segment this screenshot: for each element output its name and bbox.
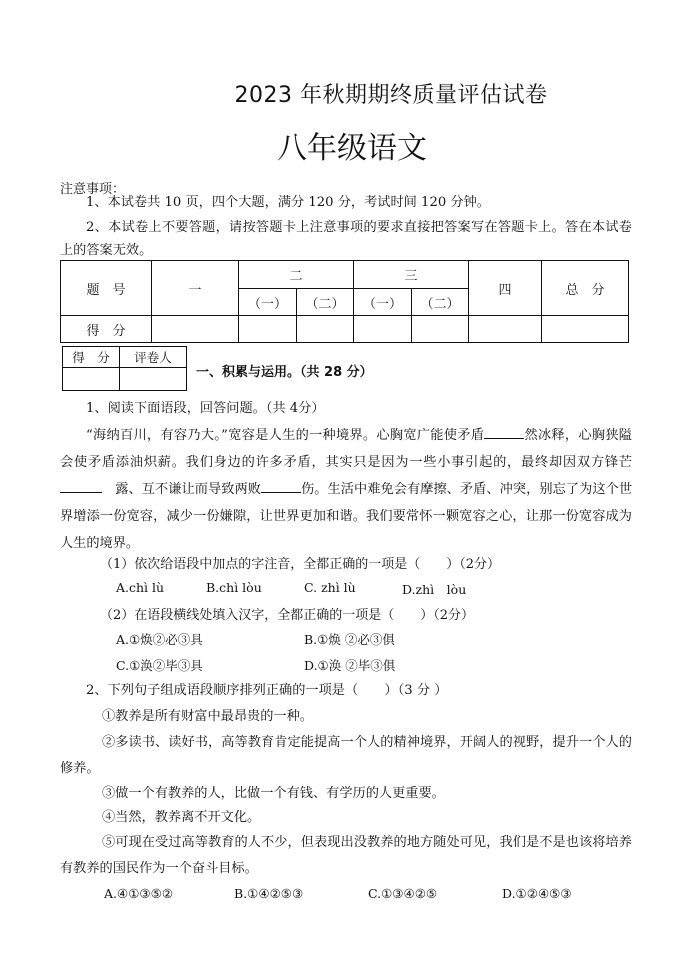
score-cell [297, 316, 354, 343]
exam-title: 2023 年秋期期终质量评估试卷 [234, 83, 548, 108]
q2-sentence-1: ①教养是所有财富中最昂贵的一种。 [102, 709, 313, 724]
score-table-col-total: 总 分 [542, 261, 629, 316]
score-table-label-number: 题 号 [61, 261, 152, 316]
q1-sub2-option-d: D.①涣 ②毕③俱 [304, 658, 396, 673]
q1-passage [60, 422, 632, 557]
q1-sub2: （2）在语段横线处填入汉字，全都正确的一项是（ ）（2分） [100, 608, 475, 623]
score-cell [239, 316, 297, 343]
score-table-label-score: 得 分 [61, 316, 152, 343]
passage-part-3: 露、互不谦让而导致两败 [115, 482, 261, 497]
passage-part-2: 然冰释，心胸狭隘会使矛盾添油炽薪。我们身边的许多矛盾，其实只是因为一些小事引起的，最终却因双方锋芒 [60, 428, 632, 470]
section-1-heading: 一、积累与运用。（共 28 分） [196, 365, 373, 380]
score-table [60, 260, 629, 343]
q1-sub2-option-a: A.①焕②必③具 [116, 632, 203, 647]
blank-3 [261, 478, 301, 493]
score-table-col-3: 三 [354, 261, 469, 289]
grader-score-cell [63, 368, 120, 391]
note-item-2: 2、本试卷上不要答题，请按答题卡上注意事项的要求直接把答案写在答题卡上。答在本试卷上的答案无效。 [60, 220, 632, 258]
q1-sub1-option-b: B.chì lòu [206, 580, 262, 595]
q2-sentence-4: ④当然，教养离不开文化。 [102, 810, 261, 825]
q1-sub1-option-d: D.zhì lòu [402, 582, 467, 597]
score-table-col-4: 四 [469, 261, 542, 316]
score-table-sub-3-1: （一） [354, 289, 412, 316]
grader-box [62, 346, 187, 391]
passage-part-4: 伤。生活中难免会有摩擦、矛盾、冲突，别忘了为这个世界增添一份宽容，减少一份嫌隙，让世界更加和谐。我们要常怀一颗宽容之心，让那一份宽容成为人生的境界。 [60, 482, 633, 551]
score-table-col-1: 一 [152, 261, 239, 316]
score-table-sub-2-2: （二） [297, 289, 354, 316]
grader-score-label: 得 分 [63, 347, 120, 368]
grader-name-label: 评卷人 [120, 347, 187, 368]
q2-sentence-5: ⑤可现在受过高等教育的人不少，但表现出没教养的地方随处可见，我们是不是也该将培养有教养的国民作为一个奋斗目标。 [60, 835, 632, 876]
q1-sub1-option-a: A.chì lù [116, 580, 165, 595]
q2-sentence-2: ②多读书、读好书，高等教育肯定能提高一个人的精神境界，开阔人的视野，提升一个人的修养。 [60, 735, 632, 776]
notes-heading: 注意事项： [60, 182, 126, 197]
score-table-col-2: 二 [239, 261, 354, 289]
q2-sentence-3: ③做一个有教养的人，比做一个有钱、有学历的人更重要。 [102, 786, 445, 801]
q2-stem: 2、下列句子组成语段顺序排列正确的一项是（ ）（3 分 ） [86, 683, 448, 698]
score-table-sub-3-2: （二） [412, 289, 469, 316]
note-item-1: 1、本试卷共 10 页，四个大题，满分 120 分，考试时间 120 分钟。 [86, 195, 490, 210]
score-cell [412, 316, 469, 343]
score-cell [354, 316, 412, 343]
q1-sub2-option-b: B.①焕 ②必③俱 [304, 632, 395, 647]
q2-option-c: C.①③④②⑤ [368, 886, 438, 901]
blank-2 [60, 478, 102, 493]
score-cell [152, 316, 239, 343]
score-cell [469, 316, 542, 343]
subject-title: 八年级语文 [277, 131, 427, 166]
q2-option-a: A.④①③⑤② [104, 886, 174, 901]
q2-option-b: B.①④②⑤③ [234, 886, 304, 901]
q1-sub2-option-c: C.①涣②毕③具 [116, 658, 203, 673]
score-cell [542, 316, 629, 343]
q1-sub1: （1）依次给语段中加点的字注音，全都正确的一项是（ ）（2分） [100, 557, 501, 572]
q1-stem: 1、阅读下面语段，回答问题。（共 4分） [86, 401, 325, 416]
q2-option-d: D.①②④⑤③ [502, 886, 572, 901]
passage-part-1: “海纳百川，有容乃大。”宽容是人生的一种境界。心胸宽广能使矛盾 [86, 428, 485, 443]
grader-name-cell [120, 368, 187, 391]
score-table-sub-2-1: （一） [239, 289, 297, 316]
blank-1 [484, 424, 524, 439]
q1-sub1-option-c: C. zhì lù [304, 580, 356, 595]
